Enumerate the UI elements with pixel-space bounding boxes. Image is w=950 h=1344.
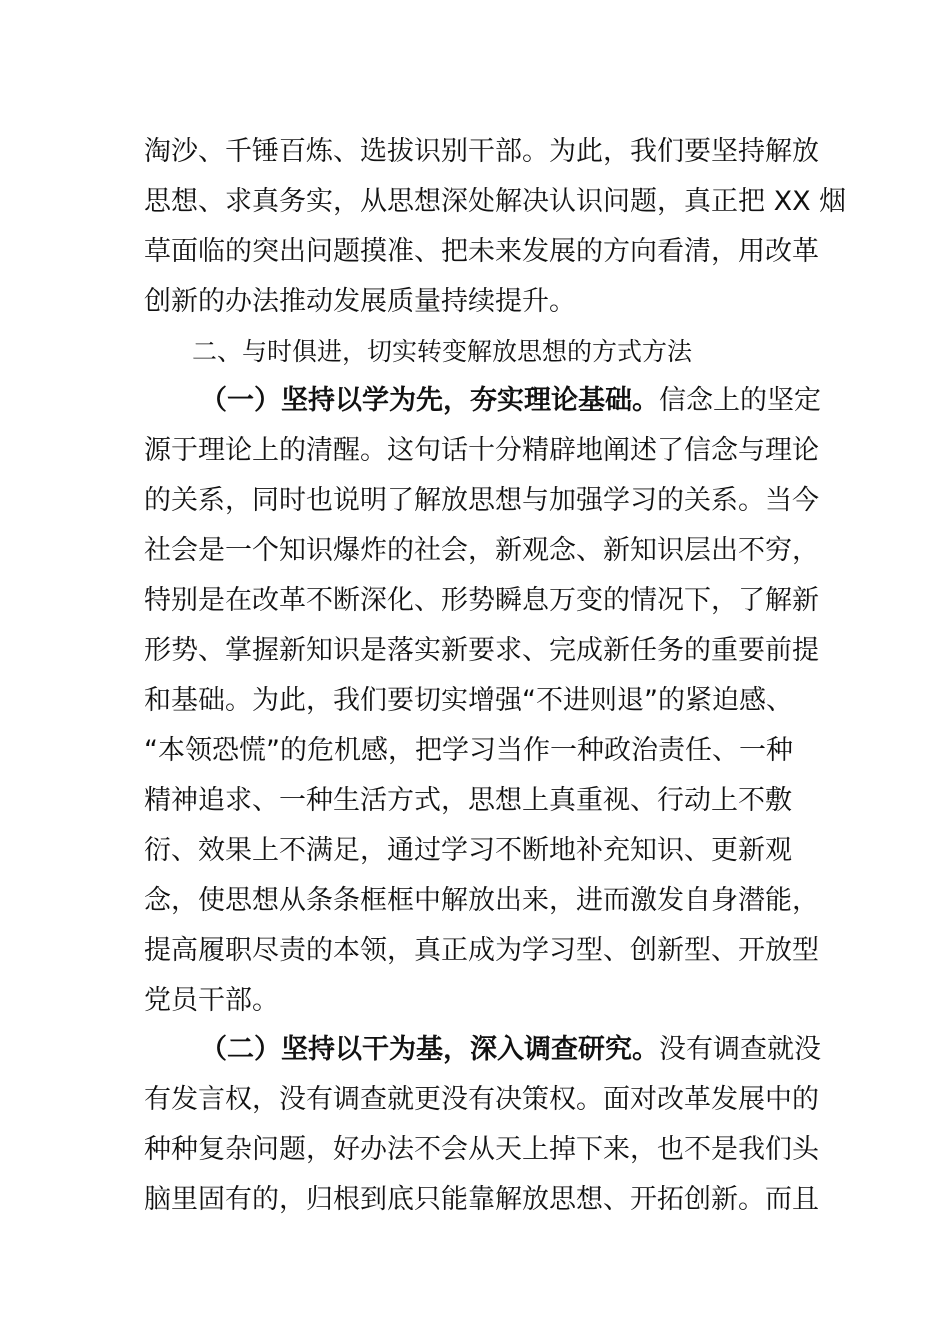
text-line: 精神追求、一种生活方式，思想上真重视、行动上不敷	[144, 785, 792, 816]
paragraph-lead-rest: 信念上的坚定	[659, 385, 821, 416]
paragraph-first-line	[200, 376, 821, 426]
text-line: 的关系，同时也说明了解放思想与加强学习的关系。当今	[144, 485, 819, 516]
text-line: 特别是在改革不断深化、形势瞬息万变的情况下，了解新	[144, 585, 819, 616]
text-line: 草面临的突出问题摸准、把未来发展的方向看清，用改革	[144, 236, 819, 267]
text-line: “本领恐慌”的危机感，把学习当作一种政治责任、一种	[144, 735, 793, 766]
paragraph-bold-lead: （一）坚持以学为先，夯实理论基础。	[200, 385, 659, 416]
text-line: 创新的办法推动发展质量持续提升。	[144, 286, 576, 317]
text-line: 种种复杂问题，好办法不会从天上掉下来，也不是我们头	[144, 1134, 819, 1165]
text-line: 脑里固有的，归根到底只能靠解放思想、开拓创新。而且	[144, 1184, 819, 1215]
text-line: 社会是一个知识爆炸的社会，新观念、新知识层出不穷，	[144, 535, 819, 566]
text-line: 形势、掌握新知识是落实新要求、完成新任务的重要前提	[144, 635, 819, 666]
text-line: 念，使思想从条条框框中解放出来，进而激发自身潜能，	[144, 885, 819, 916]
text-line: 有发言权，没有调查就更没有决策权。面对改革发展中的	[144, 1084, 819, 1115]
paragraph-bold-lead: （二）坚持以干为基，深入调查研究。	[200, 1034, 659, 1065]
text-line: 思想、求真务实，从思想深处解决认识问题，真正把 XX 烟	[144, 186, 847, 217]
text-line: 淘沙、千锤百炼、选拔识别干部。为此，我们要坚持解放	[144, 136, 819, 167]
paragraph-first-line	[200, 1025, 821, 1075]
text-line: 衍、效果上不满足，通过学习不断地补充知识、更新观	[144, 835, 792, 866]
text-line: 提高履职尽责的本领，真正成为学习型、创新型、开放型	[144, 935, 819, 966]
section-heading: 二、与时俱进，切实转变解放思想的方式方法	[192, 337, 693, 366]
text-line: 和基础。为此，我们要切实增强“不进则退”的紧迫感、	[144, 685, 793, 716]
paragraph-lead-rest: 没有调查就没	[659, 1034, 821, 1065]
text-line: 源于理论上的清醒。这句话十分精辟地阐述了信念与理论	[144, 435, 819, 466]
text-line: 党员干部。	[144, 985, 279, 1016]
